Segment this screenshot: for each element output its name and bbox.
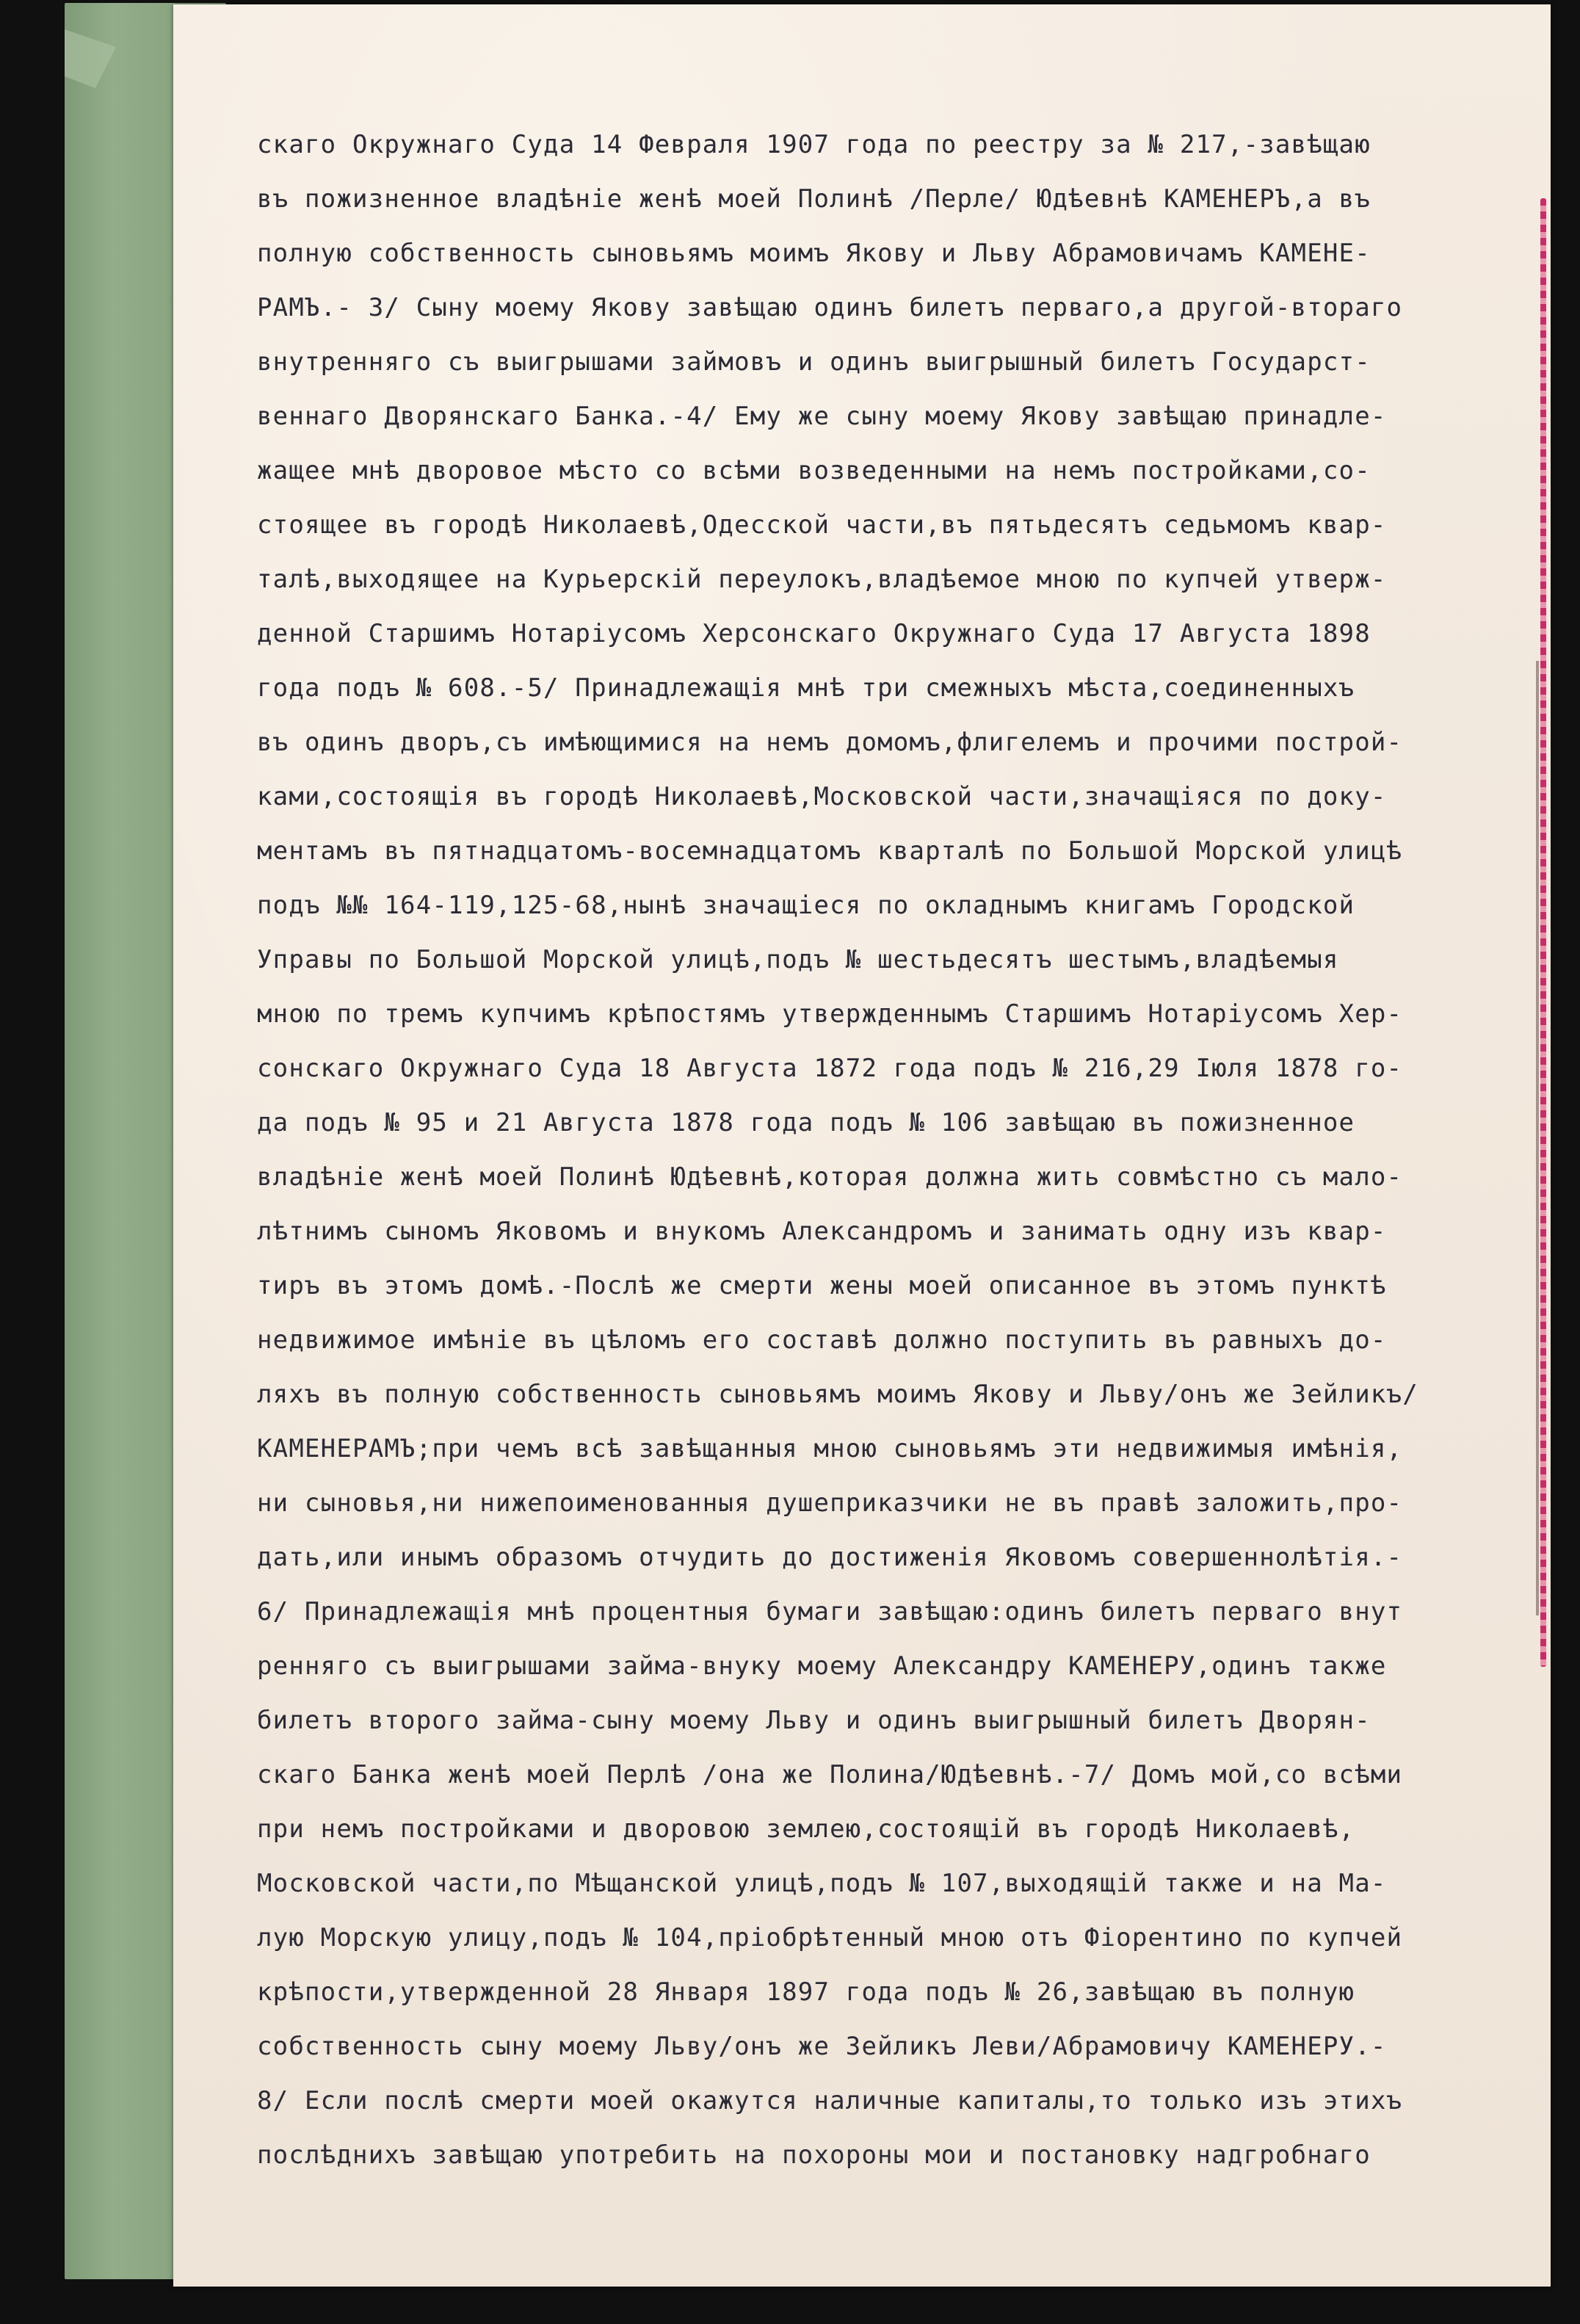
text-line: послѣднихъ завѣщаю употребить на похороны мои и постановку надгробнаго xyxy=(257,2140,1371,2170)
text-line: скаго Банка женѣ моей Перлѣ /она же Полина/Юдѣевнѣ.-7/ Домъ мой,со всѣми xyxy=(257,1760,1403,1789)
text-line: Московской части,по Мѣщанской улицѣ,подъ № 107,выходящій также и на Ма- xyxy=(257,1869,1387,1898)
text-line: сонскаго Окружнаго Суда 18 Августа 1872 года подъ № 216,29 Іюля 1878 го- xyxy=(257,1054,1403,1083)
text-line: дать,или инымъ образомъ отчудить до достиженія Яковомъ совершеннолѣтія.- xyxy=(257,1543,1403,1572)
text-line: мною по тремъ купчимъ крѣпостямъ утвержденнымъ Старшимъ Нотаріусомъ Хер- xyxy=(257,999,1403,1029)
binding-edge xyxy=(1536,661,1539,1615)
text-line: владѣніе женѣ моей Полинѣ Юдѣевнѣ,которая должна жить совмѣстно съ мало- xyxy=(257,1162,1403,1192)
text-line: подъ №№ 164-119,125-68,нынѣ значащіеся по окладнымъ книгамъ Городской xyxy=(257,891,1355,920)
text-line: билетъ второго займа-сыну моему Льву и одинъ выигрышный билетъ Дворян- xyxy=(257,1706,1371,1735)
text-line: года подъ № 608.-5/ Принадлежащія мнѣ три смежныхъ мѣста,соединенныхъ xyxy=(257,673,1355,703)
text-line: жащее мнѣ дворовое мѣсто со всѣми возведенными на немъ постройками,со- xyxy=(257,456,1371,485)
text-line: ментамъ въ пятнадцатомъ-восемнадцатомъ кварталѣ по Большой Морской улицѣ xyxy=(257,836,1403,866)
text-line: тиръ въ этомъ домѣ.-Послѣ же смерти жены моей описанное въ этомъ пунктѣ xyxy=(257,1271,1387,1300)
text-line: стоящее въ городѣ Николаевѣ,Одесской части,въ пятьдесятъ седьмомъ квар- xyxy=(257,510,1387,540)
text-line: да подъ № 95 и 21 Августа 1878 года подъ № 106 завѣщаю въ пожизненное xyxy=(257,1108,1355,1137)
binding-thread xyxy=(1540,198,1546,1667)
text-line: въ одинъ дворъ,съ имѣющимися на немъ домомъ,флигелемъ и прочими построй- xyxy=(257,728,1403,757)
text-line: ляхъ въ полную собственность сыновьямъ моимъ Якову и Льву/онъ же Зейликъ/ xyxy=(257,1380,1418,1409)
text-line: ренняго съ выигрышами займа-внуку моему Александру КАМЕНЕРУ,одинъ также xyxy=(257,1651,1387,1681)
text-line: РАМЪ.- 3/ Сыну моему Якову завѣщаю одинъ билетъ перваго,а другой-втораго xyxy=(257,293,1403,322)
text-line: недвижимое имѣніе въ цѣломъ его составѣ должно поступить въ равныхъ до- xyxy=(257,1325,1387,1355)
text-line: ни сыновья,ни нижепоименованныя душеприказчики не въ правѣ заложить,про- xyxy=(257,1488,1403,1518)
text-line: КАМЕНЕРАМЪ;при чемъ всѣ завѣщанныя мною сыновьямъ эти недвижимыя имѣнія, xyxy=(257,1434,1403,1463)
text-line: талѣ,выходящее на Курьерскій переулокъ,владѣемое мною по купчей утверж- xyxy=(257,565,1387,594)
text-line: лую Морскую улицу,подъ № 104,пріобрѣтенный мною отъ Фіорентино по купчей xyxy=(257,1923,1403,1952)
text-line: въ пожизненное владѣніе женѣ моей Полинѣ /Перле/ Юдѣевнѣ КАМЕНЕРЪ,а въ xyxy=(257,184,1371,214)
text-line: скаго Окружнаго Суда 14 Февраля 1907 года по реестру за № 217,-завѣщаю xyxy=(257,130,1371,159)
text-line: веннаго Дворянскаго Банка.-4/ Ему же сыну моему Якову завѣщаю принадле- xyxy=(257,402,1387,431)
text-line: ками,состоящія въ городѣ Николаевѣ,Московской части,значащіяся по доку- xyxy=(257,782,1387,811)
text-line: 6/ Принадлежащія мнѣ процентныя бумаги завѣщаю:одинъ билетъ перваго внут xyxy=(257,1597,1403,1626)
text-line: денной Старшимъ Нотаріусомъ Херсонскаго Окружнаго Суда 17 Августа 1898 xyxy=(257,619,1371,648)
text-line: полную собственность сыновьямъ моимъ Якову и Льву Абрамовичамъ КАМЕНЕ- xyxy=(257,239,1371,268)
typewritten-text xyxy=(257,117,1520,2182)
text-line: 8/ Если послѣ смерти моей окажутся наличные капиталы,то только изъ этихъ xyxy=(257,2086,1403,2115)
text-line: собственность сыну моему Льву/онъ же Зейликъ Леви/Абрамовичу КАМЕНЕРУ.- xyxy=(257,2032,1387,2061)
text-line: крѣпости,утвержденной 28 Января 1897 года подъ № 26,завѣщаю въ полную xyxy=(257,1977,1355,2007)
text-line: лѣтнимъ сыномъ Яковомъ и внукомъ Александромъ и занимать одну изъ квар- xyxy=(257,1217,1387,1246)
text-line: внутренняго съ выигрышами займовъ и одинъ выигрышный билетъ Государст- xyxy=(257,347,1371,377)
text-line: при немъ постройками и дворовою землею,состоящій въ городѣ Николаевѣ, xyxy=(257,1814,1355,1844)
text-line: Управы по Большой Морской улицѣ,подъ № шестьдесятъ шестымъ,владѣемыя xyxy=(257,945,1339,974)
